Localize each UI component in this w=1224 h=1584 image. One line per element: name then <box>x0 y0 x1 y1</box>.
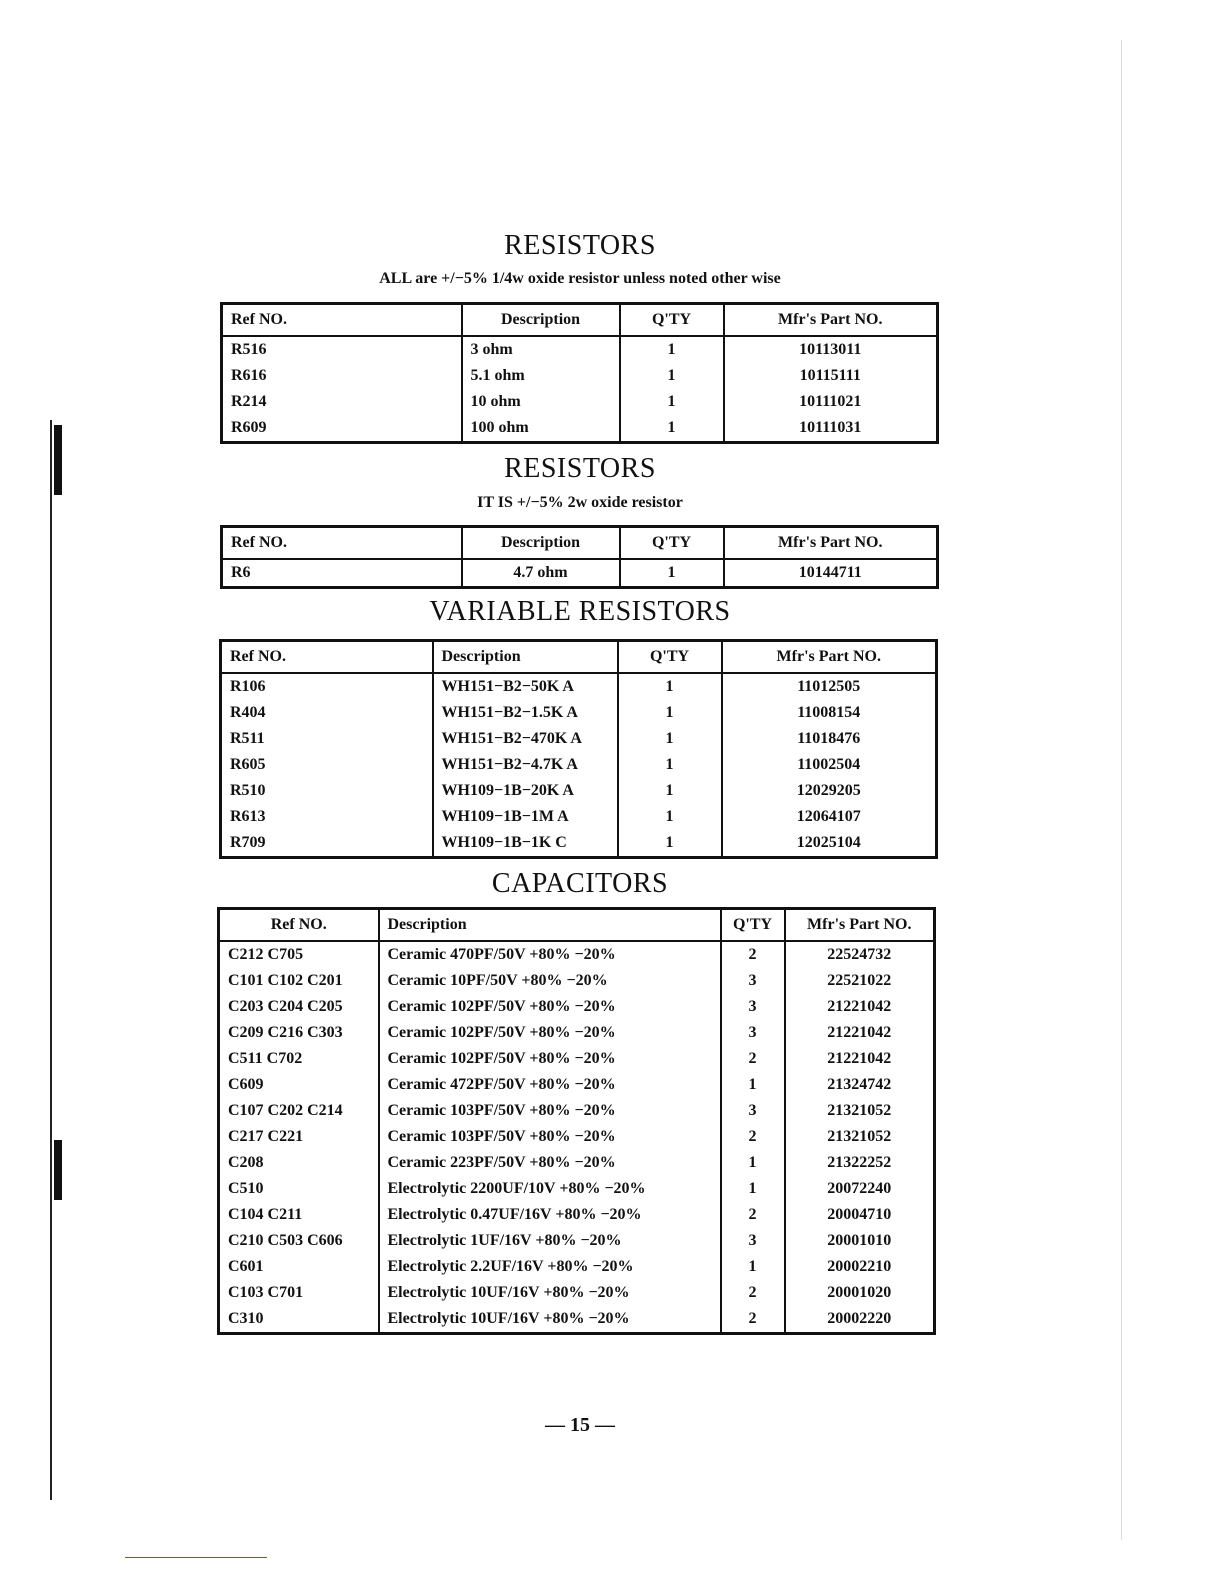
qty-cell: 3 <box>721 968 785 994</box>
part-no-cell: 20002220 <box>785 1306 935 1334</box>
resistors-2w-table <box>220 525 939 589</box>
description-cell: 100 ohm <box>462 415 620 443</box>
ref-no-cell: R510 <box>221 778 433 804</box>
description-cell: WH109−1B−20K A <box>433 778 618 804</box>
col-part-no: Mfr's Part NO. <box>724 304 938 337</box>
part-no-cell: 21221042 <box>785 1020 935 1046</box>
table-header-row <box>221 641 937 674</box>
variable-resistors-title: VARIABLE RESISTORS <box>429 596 731 627</box>
part-no-cell: 22521022 <box>785 968 935 994</box>
part-no-cell: 21221042 <box>785 994 935 1020</box>
col-part-no: Mfr's Part NO. <box>724 527 938 560</box>
part-no-cell: 20002210 <box>785 1254 935 1280</box>
ref-no-cell: C209 C216 C303 <box>219 1020 379 1046</box>
description-cell: 3 ohm <box>462 336 620 363</box>
description-cell: 4.7 ohm <box>462 559 620 588</box>
qty-cell: 1 <box>618 804 722 830</box>
ref-no-cell: C208 <box>219 1150 379 1176</box>
qty-cell: 2 <box>721 941 785 968</box>
ref-no-cell: C101 C102 C201 <box>219 968 379 994</box>
qty-cell: 1 <box>618 700 722 726</box>
part-no-cell: 10144711 <box>724 559 938 588</box>
ref-no-cell: R605 <box>221 752 433 778</box>
ref-no-cell: C203 C204 C205 <box>219 994 379 1020</box>
resistors-2w-title: RESISTORS <box>504 453 656 484</box>
table-row <box>221 752 937 778</box>
part-no-cell: 22524732 <box>785 941 935 968</box>
qty-cell: 1 <box>618 673 722 700</box>
scan-margin-line <box>50 420 52 1500</box>
qty-cell: 1 <box>620 389 724 415</box>
description-cell: Electrolytic 2.2UF/16V +80% −20% <box>379 1254 721 1280</box>
variable-resistors-table <box>219 639 938 859</box>
table-header-row <box>222 527 938 560</box>
table-row <box>221 804 937 830</box>
part-no-cell: 21322252 <box>785 1150 935 1176</box>
qty-cell: 2 <box>721 1046 785 1072</box>
col-qty: Q'TY <box>721 909 785 942</box>
part-no-cell: 10111031 <box>724 415 938 443</box>
description-cell: WH109−1B−1M A <box>433 804 618 830</box>
table-row <box>221 830 937 858</box>
capacitors-table <box>217 907 936 1335</box>
resistors-2w-note: IT IS +/−5% 2w oxide resistor <box>477 494 683 511</box>
col-qty: Q'TY <box>620 304 724 337</box>
col-description: Description <box>462 527 620 560</box>
qty-cell: 2 <box>721 1280 785 1306</box>
table-row <box>219 1306 935 1334</box>
description-cell: Ceramic 102PF/50V +80% −20% <box>379 994 721 1020</box>
col-description: Description <box>433 641 618 674</box>
table-row <box>219 1176 935 1202</box>
ref-no-cell: C510 <box>219 1176 379 1202</box>
qty-cell: 3 <box>721 1098 785 1124</box>
qty-cell: 1 <box>620 336 724 363</box>
table-row <box>219 1072 935 1098</box>
part-no-cell: 11002504 <box>722 752 937 778</box>
table-row <box>222 336 938 363</box>
qty-cell: 3 <box>721 1228 785 1254</box>
description-cell: Electrolytic 10UF/16V +80% −20% <box>379 1306 721 1334</box>
part-no-cell: 11012505 <box>722 673 937 700</box>
table-row <box>219 968 935 994</box>
qty-cell: 1 <box>618 752 722 778</box>
description-cell: Ceramic 103PF/50V +80% −20% <box>379 1098 721 1124</box>
table-row <box>219 994 935 1020</box>
table-row <box>219 1228 935 1254</box>
ref-no-cell: R6 <box>222 559 462 588</box>
description-cell: WH151−B2−4.7K A <box>433 752 618 778</box>
qty-cell: 1 <box>721 1072 785 1098</box>
table-row <box>219 1098 935 1124</box>
ref-no-cell: C601 <box>219 1254 379 1280</box>
table-row <box>221 700 937 726</box>
ref-no-cell: R511 <box>221 726 433 752</box>
part-no-cell: 10111021 <box>724 389 938 415</box>
description-cell: WH109−1B−1K C <box>433 830 618 858</box>
table-row <box>222 415 938 443</box>
description-cell: Ceramic 470PF/50V +80% −20% <box>379 941 721 968</box>
col-part-no: Mfr's Part NO. <box>785 909 935 942</box>
qty-cell: 1 <box>618 830 722 858</box>
part-no-cell: 21321052 <box>785 1098 935 1124</box>
col-ref: Ref NO. <box>219 909 379 942</box>
ref-no-cell: C210 C503 C606 <box>219 1228 379 1254</box>
part-no-cell: 20001010 <box>785 1228 935 1254</box>
qty-cell: 1 <box>721 1176 785 1202</box>
col-qty: Q'TY <box>618 641 722 674</box>
table-row <box>222 389 938 415</box>
description-cell: Electrolytic 10UF/16V +80% −20% <box>379 1280 721 1306</box>
description-cell: Ceramic 10PF/50V +80% −20% <box>379 968 721 994</box>
table-row <box>219 1020 935 1046</box>
table-header-row <box>219 909 935 942</box>
part-no-cell: 10115111 <box>724 363 938 389</box>
ref-no-cell: R609 <box>222 415 462 443</box>
capacitors-title: CAPACITORS <box>491 868 669 899</box>
part-no-cell: 11018476 <box>722 726 937 752</box>
qty-cell: 1 <box>721 1150 785 1176</box>
table-row <box>219 1254 935 1280</box>
description-cell: Electrolytic 0.47UF/16V +80% −20% <box>379 1202 721 1228</box>
qty-cell: 1 <box>620 415 724 443</box>
description-cell: WH151−B2−1.5K A <box>433 700 618 726</box>
description-cell: Electrolytic 1UF/16V +80% −20% <box>379 1228 721 1254</box>
ref-no-cell: R106 <box>221 673 433 700</box>
description-cell: Ceramic 472PF/50V +80% −20% <box>379 1072 721 1098</box>
part-no-cell: 12025104 <box>722 830 937 858</box>
table-row <box>219 1150 935 1176</box>
ref-no-cell: C103 C701 <box>219 1280 379 1306</box>
table-row <box>219 1046 935 1072</box>
ref-no-cell: C609 <box>219 1072 379 1098</box>
part-no-cell: 21221042 <box>785 1046 935 1072</box>
part-no-cell: 20004710 <box>785 1202 935 1228</box>
description-cell: Ceramic 223PF/50V +80% −20% <box>379 1150 721 1176</box>
col-ref: Ref NO. <box>221 641 433 674</box>
description-cell: Electrolytic 2200UF/10V +80% −20% <box>379 1176 721 1202</box>
description-cell: Ceramic 103PF/50V +80% −20% <box>379 1124 721 1150</box>
ref-no-cell: C511 C702 <box>219 1046 379 1072</box>
qty-cell: 1 <box>620 363 724 389</box>
qty-cell: 2 <box>721 1202 785 1228</box>
qty-cell: 1 <box>721 1254 785 1280</box>
qty-cell: 1 <box>620 559 724 588</box>
col-ref: Ref NO. <box>222 527 462 560</box>
ref-no-cell: C212 C705 <box>219 941 379 968</box>
qty-cell: 2 <box>721 1124 785 1150</box>
resistors-title: RESISTORS <box>504 230 656 261</box>
description-cell: WH151−B2−50K A <box>433 673 618 700</box>
description-cell: WH151−B2−470K A <box>433 726 618 752</box>
part-no-cell: 12064107 <box>722 804 937 830</box>
page-number: — 15 — <box>545 1414 615 1436</box>
description-cell: Ceramic 102PF/50V +80% −20% <box>379 1046 721 1072</box>
qty-cell: 1 <box>618 726 722 752</box>
scan-edge-line <box>1121 40 1122 1540</box>
table-row <box>219 1124 935 1150</box>
col-description: Description <box>462 304 620 337</box>
table-row <box>221 726 937 752</box>
col-description: Description <box>379 909 721 942</box>
resistors-table <box>220 302 939 444</box>
part-no-cell: 10113011 <box>724 336 938 363</box>
part-no-cell: 20001020 <box>785 1280 935 1306</box>
ref-no-cell: R613 <box>221 804 433 830</box>
part-no-cell: 20072240 <box>785 1176 935 1202</box>
ref-no-cell: C217 C221 <box>219 1124 379 1150</box>
ref-no-cell: R214 <box>222 389 462 415</box>
table-row <box>221 778 937 804</box>
qty-cell: 3 <box>721 1020 785 1046</box>
col-qty: Q'TY <box>620 527 724 560</box>
col-part-no: Mfr's Part NO. <box>722 641 937 674</box>
col-ref: Ref NO. <box>222 304 462 337</box>
description-cell: 10 ohm <box>462 389 620 415</box>
resistors-note: ALL are +/−5% 1/4w oxide resistor unless noted other wise <box>379 270 781 287</box>
description-cell: Ceramic 102PF/50V +80% −20% <box>379 1020 721 1046</box>
ref-no-cell: C107 C202 C214 <box>219 1098 379 1124</box>
ref-no-cell: C310 <box>219 1306 379 1334</box>
qty-cell: 2 <box>721 1306 785 1334</box>
ref-no-cell: R709 <box>221 830 433 858</box>
part-no-cell: 21324742 <box>785 1072 935 1098</box>
scan-bottom-rule <box>125 1557 267 1558</box>
ref-no-cell: C104 C211 <box>219 1202 379 1228</box>
ref-no-cell: R516 <box>222 336 462 363</box>
table-row <box>222 559 938 588</box>
table-header-row <box>222 304 938 337</box>
table-row <box>221 673 937 700</box>
ref-no-cell: R404 <box>221 700 433 726</box>
part-no-cell: 21321052 <box>785 1124 935 1150</box>
qty-cell: 1 <box>618 778 722 804</box>
table-row <box>219 1280 935 1306</box>
part-no-cell: 11008154 <box>722 700 937 726</box>
part-no-cell: 12029205 <box>722 778 937 804</box>
description-cell: 5.1 ohm <box>462 363 620 389</box>
scan-margin-mark <box>54 1140 62 1200</box>
ref-no-cell: R616 <box>222 363 462 389</box>
table-row <box>219 941 935 968</box>
qty-cell: 3 <box>721 994 785 1020</box>
table-row <box>219 1202 935 1228</box>
table-row <box>222 363 938 389</box>
